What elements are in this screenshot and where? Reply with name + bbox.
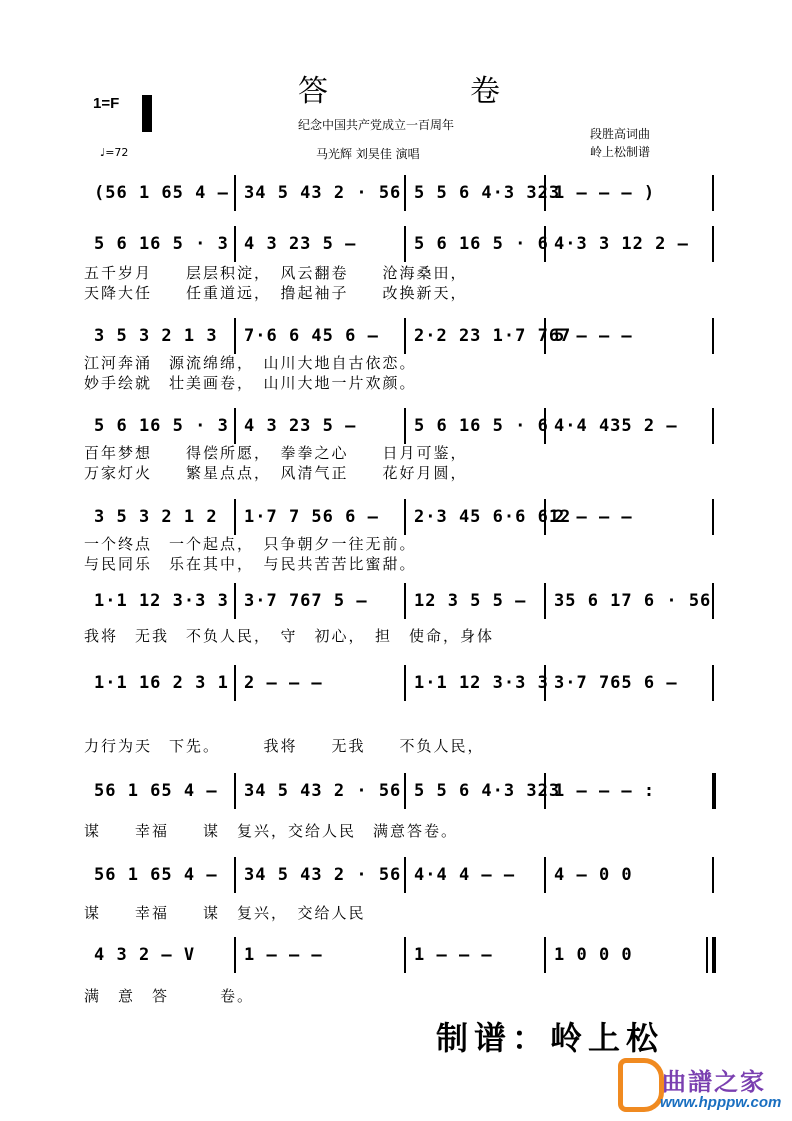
barline [712, 226, 714, 262]
measure-notes: 5 6 16 5 · 6 [414, 234, 549, 254]
lyric-line: 妙手绘就 壮美画卷， 山川大地一片欢颜。 [84, 374, 417, 392]
barline [404, 318, 406, 354]
measure-notes: 1·7 7 56 6 – [244, 507, 379, 527]
barline [404, 857, 406, 893]
measure-notes: 1 – – – ) [554, 183, 656, 203]
measure-notes: 12 3 5 5 – [414, 591, 527, 611]
measure-notes: 1 – – – : [554, 781, 656, 801]
subtitle: 纪念中国共产党成立一百周年 [298, 118, 455, 132]
transcriber-credit: 制谱：岭上松 [436, 1019, 665, 1057]
measure-notes: 4 – 0 0 [554, 865, 633, 885]
measure-notes: 5 5 6 4·3 323 [414, 781, 561, 801]
lyric-line: 满 意 答 卷。 [84, 987, 255, 1005]
barline [234, 408, 236, 444]
barline [234, 857, 236, 893]
barline [234, 226, 236, 262]
measure-notes: 1 – – – [414, 945, 493, 965]
barline [544, 583, 546, 619]
measure-notes: 3 5 3 2 1 3 [94, 326, 218, 346]
measure-notes: 7·6 6 45 6 – [244, 326, 379, 346]
logo-p-icon [618, 1058, 664, 1112]
barline [544, 857, 546, 893]
measure-notes: 56 1 65 4 – [94, 781, 218, 801]
barline [404, 226, 406, 262]
performers: 马光辉 刘昊佳 演唱 [316, 147, 420, 161]
barline [712, 408, 714, 444]
lyricist-composer: 段胜高词曲 [590, 127, 651, 141]
measure-notes: 56 1 65 4 – [94, 865, 218, 885]
lyric-line: 万家灯火 繁星点点， 风清气正 花好月圆， [84, 464, 468, 482]
measure-notes: 2 – – – [244, 673, 323, 693]
measure-notes: 4 3 2 – V [94, 945, 196, 965]
lyric-line: 谋 幸福 谋 复兴， 交给人民 [84, 904, 366, 922]
measure-notes: 34 5 43 2 · 56 [244, 865, 402, 885]
barline [404, 937, 406, 973]
measure-notes: 4·4 435 2 – [554, 416, 678, 436]
lyric-line: 五千岁月 层层积淀， 风云翻卷 沧海桑田， [84, 264, 468, 282]
measure-notes: 34 5 43 2 · 56 [244, 781, 402, 801]
barline [712, 665, 714, 701]
barline [234, 665, 236, 701]
measure-notes: 3·7 767 5 – [244, 591, 368, 611]
barline [712, 499, 714, 535]
barline [234, 583, 236, 619]
lyric-line: 我将 无我 不负人民， 守 初心， 担 使命，身体 [84, 627, 495, 645]
barline [234, 937, 236, 973]
measure-notes: 1·1 12 3·3 3 [414, 673, 549, 693]
measure-notes: 5 6 16 5 · 6 [414, 416, 549, 436]
barline [234, 773, 236, 809]
lyric-line: 天降大任 任重道远， 撸起袖子 改换新天， [84, 284, 468, 302]
logo-text: 曲譜之家 [662, 1067, 766, 1096]
measure-notes: 1·1 12 3·3 3 [94, 591, 229, 611]
lyric-line: 与民同乐 乐在其中， 与民共苦苦比蜜甜。 [84, 555, 417, 573]
measure-notes: 5 5 6 4·3 323 [414, 183, 561, 203]
time-signature [142, 94, 149, 118]
measure-notes: 4 3 23 5 – [244, 234, 357, 254]
tempo-marking: ♩=72 [100, 146, 129, 159]
measure-notes: 4 3 23 5 – [244, 416, 357, 436]
measure-notes: 5 6 16 5 · 3 [94, 416, 229, 436]
barline [712, 175, 714, 211]
barline [712, 318, 714, 354]
measure-notes: 35 6 17 6 · 56 [554, 591, 712, 611]
measure-notes: 2·2 23 1·7 767 [414, 326, 572, 346]
measure-notes: 1 0 0 0 [554, 945, 633, 965]
final-barline-thin [706, 937, 708, 973]
barline [544, 937, 546, 973]
barline [712, 937, 716, 973]
barline [404, 408, 406, 444]
measure-notes: 4·3 3 12 2 – [554, 234, 689, 254]
lyric-line: 江河奔涌 源流绵绵， 山川大地自古依恋。 [84, 354, 417, 372]
logo-url[interactable]: www.hpppw.com [660, 1094, 782, 1111]
lyric-line: 百年梦想 得偿所愿， 拳拳之心 日月可鉴， [84, 444, 468, 462]
measure-notes: 2 – – – [554, 507, 633, 527]
measure-notes: 1 – – – [244, 945, 323, 965]
barline [712, 773, 716, 809]
title-char-1: 答 [298, 74, 328, 109]
measure-notes: (56 1 65 4 – [94, 183, 229, 203]
measure-notes: 3·7 765 6 – [554, 673, 678, 693]
measure-notes: 4·4 4 – – [414, 865, 516, 885]
title-char-2: 卷 [470, 74, 500, 109]
site-logo[interactable] [618, 1058, 788, 1114]
measure-notes: 3 5 3 2 1 2 [94, 507, 218, 527]
barline [404, 773, 406, 809]
barline [404, 583, 406, 619]
barline [234, 318, 236, 354]
barline [234, 499, 236, 535]
score-system [84, 857, 714, 901]
barline [404, 665, 406, 701]
measure-notes: 34 5 43 2 · 56 [244, 183, 402, 203]
transcriber: 岭上松制谱 [590, 145, 651, 159]
score-system [84, 665, 714, 709]
score-system [84, 773, 714, 817]
key-signature: 1=F [93, 95, 120, 112]
measure-notes: 2·3 45 6·6 612 [414, 507, 572, 527]
barline [404, 175, 406, 211]
barline [712, 857, 714, 893]
lyric-line: 力行为天 下先。 我将 无我 不负人民， [84, 737, 485, 755]
barline [712, 583, 714, 619]
lyric-line: 谋 幸福 谋 复兴，交给人民 满意答卷。 [84, 822, 459, 840]
measure-notes: 1·1 16 2 3 1 [94, 673, 229, 693]
score-system [84, 175, 714, 219]
measure-notes: 5 – – – [554, 326, 633, 346]
barline [234, 175, 236, 211]
barline [404, 499, 406, 535]
score-system [84, 937, 714, 981]
lyric-line: 一个终点 一个起点， 只争朝夕一往无前。 [84, 535, 417, 553]
measure-notes: 5 6 16 5 · 3 [94, 234, 229, 254]
score-system [84, 583, 714, 627]
